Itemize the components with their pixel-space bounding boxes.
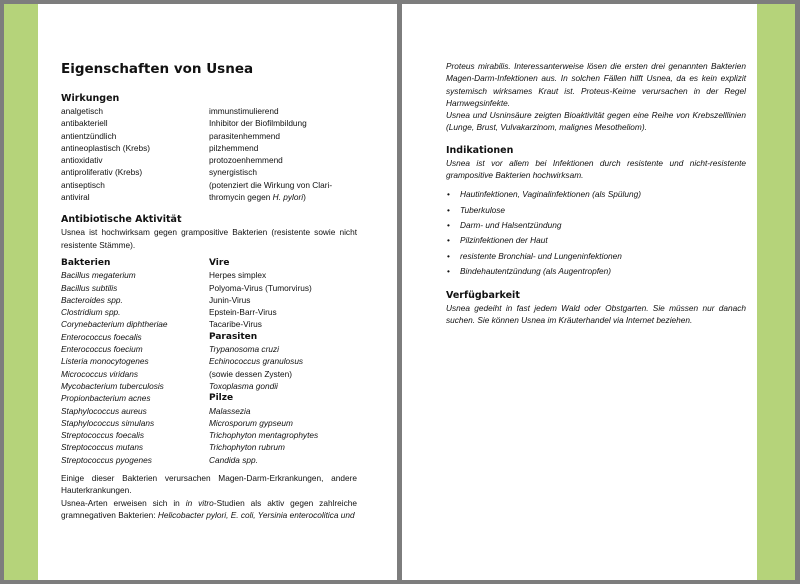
wirkungen-list [61,105,357,203]
bakterium-item: Clostridium spp. [61,307,121,318]
right-content [446,60,746,327]
bakterium-item: Streptococcus foecalis [61,430,145,441]
para-text-italic: in vitro [185,497,214,508]
indikation-item [446,187,746,202]
wirkung-item: pilzhemmend [209,142,259,153]
wirkung-text: ) [303,192,306,203]
virus-item: Junin-Virus [209,294,251,305]
bullet-icon: • [447,265,450,276]
left-accent-band [4,4,38,580]
verfuegbarkeit-heading: Verfügbarkeit [446,290,520,302]
para-text-italic: Proteus mirabilis [446,61,509,71]
bakterium-item: Mycobacterium tuberculosis [61,380,164,391]
indikation-text: Bindehautentzündung (als Augentropfen) [460,265,611,276]
bakterium-item: Corynebacterium diphtheriae [61,319,168,330]
indikation-item [446,203,746,218]
indikationen-intro: Usnea ist vor allem bei Infektionen durch resistente und nicht-resistente grampositive Bakterien hochwirksam. [446,157,746,181]
bakterium-item: Bacillus subtilis [61,282,118,293]
bakterium-item: Enterococcus foecalis [61,331,142,342]
virus-item: Epstein-Barr-Virus [209,307,277,318]
pilze-heading: Pilze [209,393,234,404]
bullet-icon: • [447,235,450,246]
bakterium-item: Listeria monocytogenes [61,356,149,367]
pilz-item: Microsporum gypseum [209,417,293,428]
parasit-item: Trypanosoma cruzi [209,344,279,355]
wirkung-item: Inhibitor der Biofilmbildung [209,118,307,129]
bakterium-item: Micrococcus viridans [61,368,138,379]
bakterien-heading: Bakterien [61,257,111,268]
wirkung-item: antiproliferativ (Krebs) [61,167,143,178]
wirkungen-col2 [209,105,357,203]
wirkung-text: thromycin gegen [209,192,273,203]
indikation-text: Darm- und Halsentzündung [460,219,562,230]
para-text: . Interessanterweise lösen die ersten drei genannten Bakterien Magen-Darm-Infektionen aus. In solchen Fällen hilft Usnea, da es kein explizit systemisch wirksames Kraut ist. Proteus-Keime verursachen in der Regel Harnwegsinfekte. [446,61,746,108]
viren-parasiten-pilze-column [209,257,357,466]
bakterium-item: Enterococcus foecium [61,344,143,355]
verfuegbarkeit-text: Usnea gedeiht in fast jedem Wald oder Obstgarten. Sie müssen nur danach suchen. Sie können Usnea im Kräuterhandel via Internet beziehen. [446,303,746,326]
virus-item: Tacaribe-Virus [209,319,262,330]
wirkung-item: antiviral [61,192,90,203]
bakterium-item: Bacillus megaterium [61,270,136,281]
pilz-item: Malassezia [209,405,251,416]
virus-item: Herpes simplex [209,270,267,281]
para-text: -Studien als aktiv gegen zahlreiche gramnegativen Bakterien: [61,497,358,520]
bullet-icon: • [447,250,450,261]
indikation-text: Hautinfektionen, Vaginalinfektionen (als Spülung) [460,189,641,200]
pilz-item: Trichophyton mentagrophytes [209,430,319,441]
indikation-text: resistente Bronchial- und Lungeninfektionen [460,250,622,261]
wirkung-item: (potenziert die Wirkung von Clari- [209,179,333,190]
bakterium-item: Streptococcus pyogenes [61,454,152,465]
indikation-item [446,233,746,248]
gramnegative-paragraph [61,497,357,522]
pilz-item: Candida spp. [209,454,258,465]
bakterium-item: Staphylococcus simulans [61,417,155,428]
left-content [61,60,357,521]
wirkung-item: antibakteriell [61,118,108,129]
bullet-icon: • [447,219,450,230]
wirkung-item: antioxidativ [61,155,103,166]
indikation-item [446,249,746,264]
bakterium-item: Staphylococcus aureus [61,405,147,416]
wirkung-item: parasitenhemmend [209,130,281,141]
pilz-item: Trichophyton rubrum [209,442,285,453]
wirkung-item: protozoenhemmend [209,155,283,166]
indikation-text: Tuberkulose [460,204,506,215]
wirkung-item: antineoplastisch (Krebs) [61,142,151,153]
right-accent-band [757,4,795,580]
wirkung-item: immunstimulierend [209,106,279,116]
wirkung-text-italic: H. pylori [272,192,304,203]
bakterium-item: Bacteroides spp. [61,294,123,305]
wirkungen-heading: Wirkungen [61,93,120,104]
wirkung-item: antientzündlich [61,130,117,141]
parasit-item: Toxoplasma gondii [209,380,278,391]
parasiten-heading: Parasiten [209,331,258,342]
viren-heading: Vire [209,257,230,268]
indikation-item [446,218,746,233]
bakterium-item: Streptococcus mutans [61,442,144,453]
indikation-item [446,264,746,279]
indikationen-heading: Indikationen [446,144,514,156]
wirkung-item: antiseptisch [61,179,105,190]
wirkung-item: synergistisch [209,167,257,178]
parasit-item: (sowie dessen Zysten) [209,368,293,379]
parasit-item: Echinococcus granulosus [209,356,304,367]
indikationen-list [446,187,746,279]
indikation-text: Pilzinfektionen der Haut [460,235,548,246]
antibiotic-heading: Antibiotische Aktivität [61,214,182,226]
antibiotic-intro: Usnea ist hochwirksam gegen grampositive Bakterien (resistente sowie nicht resistente Stämme). [61,227,357,250]
bullet-icon: • [447,189,450,200]
wirkung-item: analgetisch [61,106,103,116]
bakterien-column [61,257,209,466]
right-page [402,4,795,580]
para-text-italic: Helicobacter pylori, E. coli, Yersinia enterocolitica und [157,509,355,520]
proteus-paragraph [446,60,746,109]
virus-item: Polyoma-Virus (Tumorvirus) [209,282,312,293]
wirkungen-col1 [61,105,209,203]
bacteria-disease-paragraph: Einige dieser Bakterien verursachen Magen-Darm-Erkrankungen, andere Hauterkrankungen. [61,473,357,496]
bakterium-item: Propionbacterium acnes [61,393,151,404]
page-title: Eigenschaften von Usnea [61,61,254,77]
bullet-icon: • [447,204,450,215]
organism-lists [61,257,357,466]
left-page [4,4,397,580]
krebszellen-paragraph: Usnea und Usninsäure zeigten Bioaktivität gegen eine Reihe von Krebszelllinien (Lunge, Brust, Vulvakarzinom, malignes Mesotheliom). [446,110,746,133]
wirkung-item [209,191,357,203]
para-text: Usnea-Arten erweisen sich in [61,497,186,508]
